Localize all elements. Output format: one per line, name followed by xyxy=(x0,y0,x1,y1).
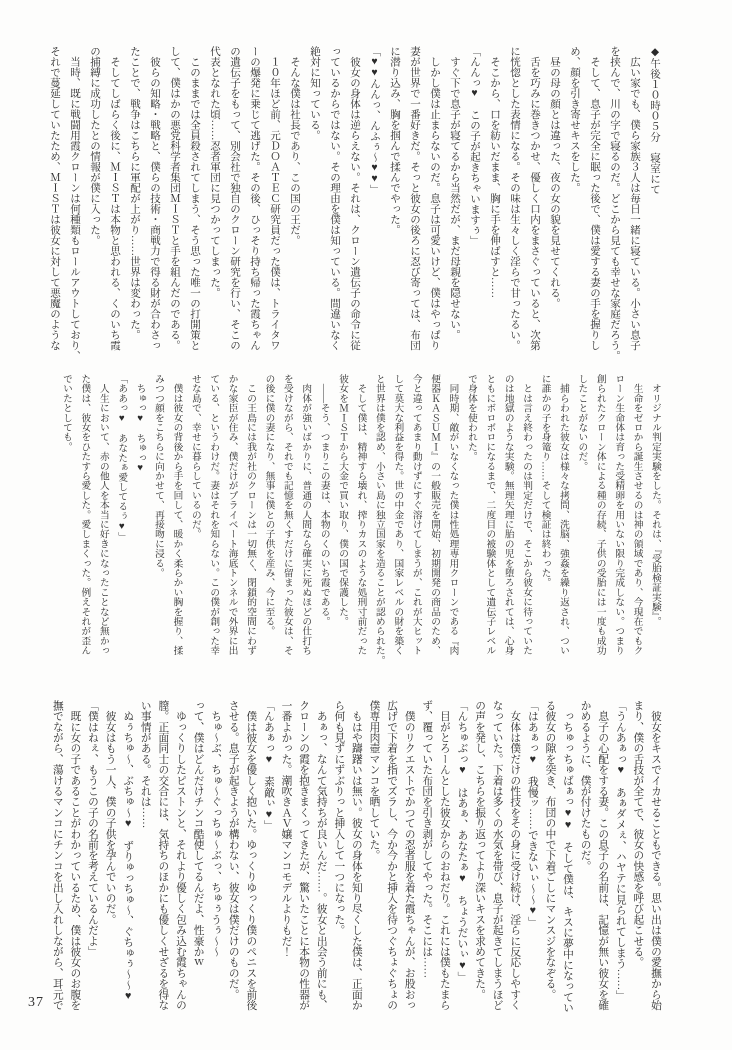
text-line: 一番よかった。潮吹きＡＶ嬢マンコモデルよりもだ！ xyxy=(280,700,293,957)
text-section-intro xyxy=(44,46,664,364)
text-line: ちゅ～ぶ、ちゅ～ぐっちゅ～ぶっ、ちゅぅうぅ～～ xyxy=(210,700,223,957)
text-line: ――そう、つまりこの妻は、本物のくのいち霞である。 xyxy=(318,374,330,627)
text-line: 僕は彼女の背後から手を回して、暖かく柔らかい胸を握り、揉 xyxy=(171,374,183,656)
text-line: ーの爆発に乗じて逃げた。その後、ひっそり持ち帰った霞ちゃん xyxy=(249,46,260,351)
text-line: 膣。正面同士の交合には、気持ちのほかにも優しくせざるを得な xyxy=(157,700,170,1011)
text-line: で身体を使われた。 xyxy=(465,374,477,462)
text-line: ら何も見ずにずぶりっと挿入して一つになった。 xyxy=(333,700,346,936)
text-line: ず、覆っていた布団を引き剥がしてやった。そこには…… xyxy=(421,700,434,979)
text-line: 「ああっ♥ あなたぁ愛してるぅ♥」 xyxy=(116,374,128,542)
text-section-backstory xyxy=(57,374,664,666)
text-line: したことがないのだ。 xyxy=(576,374,588,471)
text-line: そして、息子が完全に眠った後で、僕は愛する妻の手を握りし xyxy=(589,46,600,351)
text-line: なっていた。下着は多くの水気を帯び、息子が起きてしまうほど xyxy=(491,700,504,1011)
text-line: ともにボロボロになるまで、二度目の被験体として遺伝子レベル xyxy=(484,374,496,656)
text-line: 今と違ってあまり動けずにすぐ溶けてしまうが、これが大ヒット xyxy=(410,374,422,656)
text-line: クローンの霞を抱きまくってきたが、驚いたことに本物の性器が xyxy=(298,700,311,1011)
text-line: とは言え終わったのは判定だけで、そこから彼女に待っていた xyxy=(521,374,533,656)
text-line: そして僕は、精神すら壊れ、搾りカスのような処刑寸前だった xyxy=(355,374,367,656)
text-line: に潜り込み、胸を掴んで揉んでやった。 xyxy=(389,46,400,235)
text-line: 「んちゅぶっ♥ はあぁ、あなたぁ♥ ちょうだいぃ♥」 xyxy=(456,700,469,983)
text-line: め、顔を引き寄せキスをした。 xyxy=(569,46,580,193)
text-line: と世界は僕を認め、小さい島に独立国家を造ることが認められた。 xyxy=(373,374,385,665)
text-line: 妻が世界で一番好きだ。そっと彼女の後ろに忍び寄っては、布団 xyxy=(409,46,420,351)
text-line: の声を発し、こちらを振り返ってより深いキスを求めてきた。 xyxy=(474,700,487,1000)
text-line: 僕専用肉壺マンコを晒していた。 xyxy=(368,700,381,861)
text-line: い事情がある。それは…… xyxy=(139,700,152,829)
text-line: 息子の心配をする妻。この息子の名前は、記憶が無い彼女を確 xyxy=(597,700,610,1011)
text-line: まり、僕の舌技が全てで、彼女の快感を呼び起こせる。 xyxy=(632,700,645,968)
text-line: オリジナル判定実験をした。それは、『受胎検証実験』。 xyxy=(650,374,661,627)
text-line: 撫でながら、蕩けるマンコにチンコを出し入れしながら、耳元で xyxy=(51,700,64,1011)
text-line: 「♥♥んんっ、んふぅ～♥♥」 xyxy=(369,46,380,195)
text-line: １０年ほど前、元ＤＯＡＴＥＣ研究員だった僕は、トライタワ xyxy=(269,46,280,351)
text-line: 「僕はねぇ、もうこの子の名前を考えているんだよ」 xyxy=(87,700,99,957)
text-line: に恍惚とした表情になる。その味は生々しく淫らで甘ったるい。 xyxy=(509,46,520,351)
text-line: 広い家でも、僕ら家族３人は毎日一緒に寝ている。小さい息子 xyxy=(629,46,640,351)
text-line: 当時、既に戦闘用霞クローンは何種類もロールアウトしており、 xyxy=(69,46,80,361)
text-line: ている、というわけだ。妻はそれを知らない。この僕が創った幸 xyxy=(208,374,220,656)
text-line: かめるように、僕が付けたものだ。 xyxy=(579,700,592,872)
text-line: っているからではない。その理由を僕は知っている。間違いなく xyxy=(329,46,340,351)
text-line: を受けながら、それでも記憶を無くすだけに留まった彼女は、そ xyxy=(281,374,293,656)
text-line: 彼女はもう一人、僕の子供を孕んでいのだ。 xyxy=(104,700,117,925)
text-line: 捕らわれた彼女は様々な拷問、洗脳、強姦を繰り返され、つい xyxy=(557,374,569,656)
text-line: かな家臣が住み、僕だけがプライベート海底トンネルで外界に出 xyxy=(226,374,238,656)
text-line: ゆっくりしたピストンと、それより優しく包み込む霞ちゃんの xyxy=(174,700,187,1011)
text-line: に誰かの子を身篭り……そして検証は終わった。 xyxy=(539,374,551,588)
page-number: 37 xyxy=(28,995,44,1010)
text-line: でいたとしても。 xyxy=(61,374,72,452)
text-line: ぬぅちゅ～、ぶちゅ～♥ ずりゅっちゅ～、ぐちゅぅ～～♥ xyxy=(122,700,135,1003)
text-line: 「はあぁっ♥ 我慢ッ……できないぃ～～♥」 xyxy=(526,700,539,928)
text-line: 便器ＫＡＳＵＭＩ』の一般販売を開始、初期開発の商品のため、 xyxy=(429,374,441,656)
text-line: 彼女をＭＩＳＴから大金で買い取り、僕の国で保護した。 xyxy=(337,374,349,627)
text-line: もはや躊躇いは無い。彼女の身体を知り尽くした僕は、正面か xyxy=(350,700,363,1011)
text-line: を挟んで、川の字で寝るのだ。どこから見ても幸せな家庭だろう。 xyxy=(609,46,620,361)
text-line: の後に僕の妻になり、無事に僕との子供を産み、今に至る。 xyxy=(263,374,275,636)
text-line: 創られたクローン体による種の存続、子供の受胎には一度も成功 xyxy=(594,374,606,656)
text-line: 生命をゼロから誕生させるのは神の領域であり、今現在でもク xyxy=(631,374,643,656)
text-line: っちゅっちゅばぁっ♥♥ そして僕は、キスに夢中になってい xyxy=(562,700,575,1013)
text-line: あぁっ、なんて気持ちが良いんだ……。彼女と出会う前にも、 xyxy=(315,700,328,1011)
text-line: しかし僕は止まらないのだ。息子は可愛いけど、僕はやっぱり xyxy=(429,46,440,351)
text-line: して莫大な利益を得た。世の中金であり、国家レベルの財を築く xyxy=(392,374,404,656)
text-line: すぐ下で息子が寝てるから当然だが、まだ母親を隠せない。 xyxy=(449,46,460,340)
text-line: 同時期、敵がいなくなった僕は性処理専用クローンである『肉 xyxy=(447,374,459,656)
text-line: 既に女の子であることがわかっているため、僕は彼女のお腹を xyxy=(69,700,82,1011)
text-line: 目がとろーんとした彼女からのおねだり。これには僕もたまら xyxy=(438,700,451,1011)
section-heading: ◆午後１０時０５分 寝室にて xyxy=(649,46,660,195)
text-line: 「んあぁっ♥ 素敵ぃ♥」 xyxy=(262,700,275,831)
text-line: 舌を巧みに巻きつかせ、優しく口内をまさぐっていると、次第 xyxy=(529,46,540,351)
text-line: 彼女の身体は逆らえない。それは、クローン遺伝子の命令に従 xyxy=(349,46,360,351)
text-line: 彼らの知略・戦略と、僕らの技術・商戦力で得る財が合わさっ xyxy=(149,46,160,351)
text-line: このままでは全員殺されてしまう、そう思った唯一の打開策と xyxy=(189,46,200,351)
text-line: 代表となれた頃……忍者軍団に見つかってしまった。 xyxy=(209,46,220,298)
text-line: 肉体が強いばかりに、普通の人間なら確実に死ぬほどの仕打ち xyxy=(300,374,312,656)
text-line: 彼女をキスでイカせることもできる。思い出は僕の愛撫から始 xyxy=(650,700,662,1011)
text-line: 絶対に知っている。 xyxy=(309,46,320,141)
text-line: 女体は僕だけの性技をその身に受け続け、淫らに反応しやすく xyxy=(509,700,522,1011)
text-line: させる。息子が起きようが構わない、彼女は僕だけのものだ。 xyxy=(227,700,240,1000)
text-line: せな島で、幸せに暮らしているのだ。 xyxy=(189,374,201,539)
text-line: のは地獄のような実験。無理矢理に胎の児を堕ろされては、心身 xyxy=(502,374,514,656)
text-line: 「うんあぁっ♥ あぁダメぇ、ハヤテに見られてしまう……」 xyxy=(614,700,627,1001)
text-line: 広げで下着を指でズラし、今か今かと挿入を待つぐちょぐちょの xyxy=(386,700,399,1011)
text-line: の捕縛に成功したとの情報が僕に入った。 xyxy=(89,46,100,246)
text-line: 「んんっ♥ この子が起きちゃいますぅ」 xyxy=(469,46,480,246)
text-line: そしてしばらく後に、ＭＩＳＴは本物と思われる、くのいち霞 xyxy=(109,46,120,351)
text-line: この王島には我が社のクローンは一切無く、閉鎖的空間にわず xyxy=(245,374,257,656)
text-line: ちゅっ♥ ちゅっ♥ xyxy=(134,374,146,474)
text-line: 人生において、赤の他人を本当に好きになったことなど無かっ xyxy=(97,374,109,656)
text-section-bedroom xyxy=(48,700,664,1024)
text-line: って、僕はどんだけチンコ酷使してるんだよ、性豪かｗ xyxy=(192,700,205,968)
text-line: た僕は、彼女をひたすら愛した。愛しまくった。例えそれが歪ん xyxy=(79,374,91,656)
text-line: る彼女の隙を突き、布団の中で下着ごしにマンスジをなぞる。 xyxy=(544,700,557,1000)
text-line: 僕は彼女を優しく抱いた。ゆっくりゆっくり僕のペニスを前後 xyxy=(245,700,258,1011)
text-line: 昼の母の顔とは違った、夜の女の貌を見せてくれる。 xyxy=(549,46,560,309)
text-line: そんな僕は社長であり、この国の王だ。 xyxy=(289,46,300,246)
text-line: の遺伝子をもって、別会社で独自のクローン研究を行い、そこの xyxy=(229,46,240,351)
text-line: みつつ顔をこちらに向かせて、再接吻に浸る。 xyxy=(153,374,165,578)
text-line: それで蔓延していたため、ＭＩＳＴは彼女に対して悪魔のような xyxy=(49,46,60,351)
text-line: して、僕はかの悪党科学者集団ＭＩＳＴと手を組んだのである。 xyxy=(169,46,180,351)
text-line: たことで、戦争はこちらに軍配が上がり……世界は変わった。 xyxy=(129,46,140,340)
text-line: ローン生命体は育った受精卵を用いない限り完成しない。つまり xyxy=(613,374,625,656)
text-line: 僕のリクエストでかつての忍者服を着た霞ちゃんが、お股おっ xyxy=(403,700,416,1011)
text-line: そこから、口を紡いだまま、胸に手を伸ばすと…… xyxy=(489,46,500,298)
